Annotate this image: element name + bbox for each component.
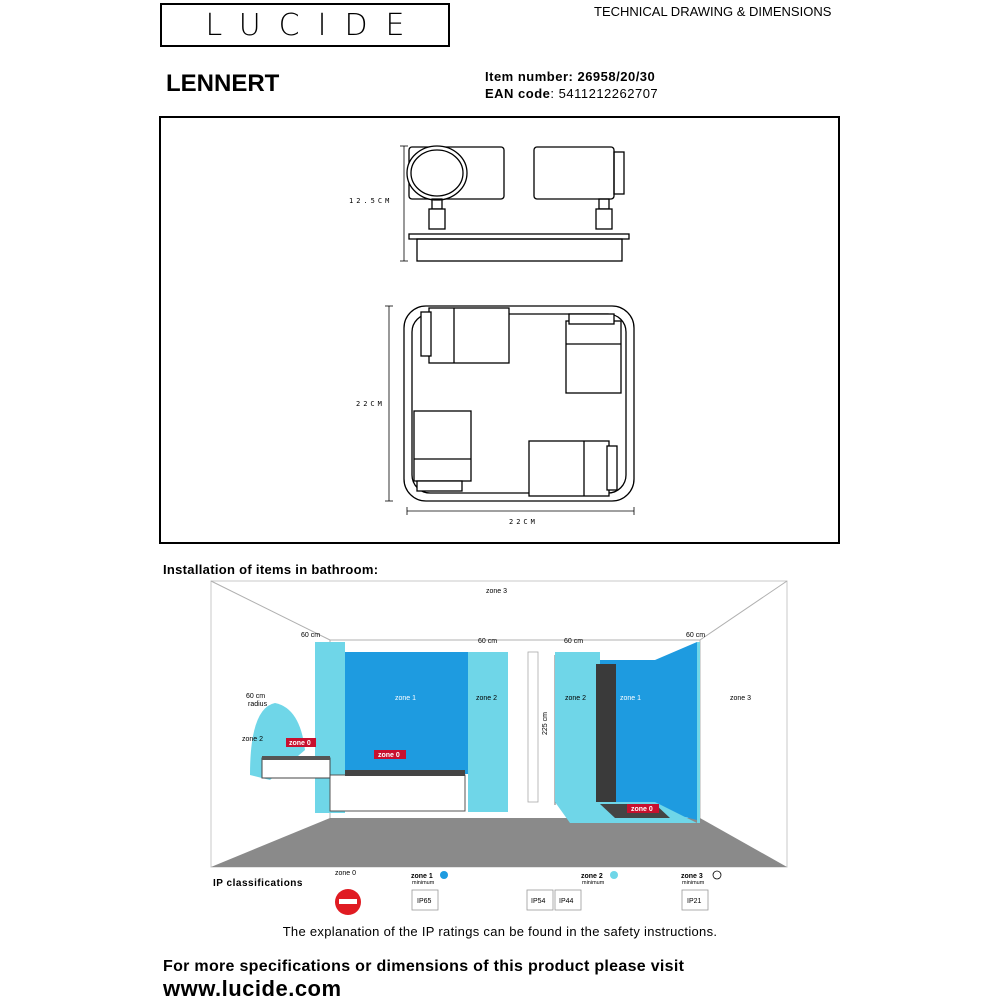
ip-zone3-name: zone 3: [681, 873, 703, 880]
item-number-label: Item number: [485, 69, 569, 84]
item-number-value: 26958/20/30: [577, 69, 656, 84]
zone1-right-label: zone 1: [620, 695, 642, 702]
zone1-color-dot: [440, 871, 448, 879]
ip-zone1-name: zone 1: [411, 873, 433, 880]
distance-60-d: 60 cm: [686, 632, 706, 639]
zone2-color-dot: [610, 871, 618, 879]
ip-zone3-rating: IP21: [687, 898, 702, 905]
item-number-line: Item number: 26958/20/30: [485, 69, 656, 84]
ip-zone3-minimum: minimum: [682, 880, 705, 886]
zone0-bath-tag: zone 0: [378, 752, 400, 759]
zone2-left-area: [468, 652, 508, 812]
website-link[interactable]: www.lucide.com: [163, 976, 342, 1001]
ip-zone1-rating: IP65: [417, 898, 432, 905]
ip-zone2-rating-a: IP54: [531, 898, 546, 905]
ip-classification-legend: [320, 866, 740, 918]
installation-title: Installation of items in bathroom:: [163, 562, 379, 577]
distance-60-c: 60 cm: [564, 638, 584, 645]
ip-explanation-text: The explanation of the IP ratings can be found in the safety instructions.: [282, 924, 718, 939]
top-view: [385, 306, 634, 515]
distance-60-a: 60 cm: [301, 632, 321, 639]
zone1-left-label: zone 1: [395, 695, 417, 702]
zone2-sink-label: zone 2: [242, 736, 264, 743]
zone2-left-label: zone 2: [476, 695, 498, 702]
side-view: [400, 146, 629, 261]
zone3-right-label: zone 3: [730, 695, 752, 702]
width-dimension: 22CM: [509, 518, 538, 526]
zone0-shower-tag: zone 0: [631, 806, 653, 813]
bathroom-zone-diagram: [210, 580, 788, 870]
ip-zone1-minimum: minimum: [412, 880, 435, 886]
radius-distance: 60 cm: [246, 693, 266, 700]
depth-dimension: 22CM: [356, 400, 385, 408]
zone1-left-area: [345, 652, 468, 774]
technical-drawing: [159, 116, 840, 544]
zone0-sink-tag: zone 0: [289, 740, 311, 747]
brand-logo: [160, 3, 450, 47]
document-title: TECHNICAL DRAWING & DIMENSIONS: [594, 4, 832, 19]
distance-60-b: 60 cm: [478, 638, 498, 645]
radius-word: radius: [248, 701, 268, 708]
zone3-top-label: zone 3: [486, 588, 508, 595]
more-info-text: For more specifications or dimensions of this product please visit: [163, 958, 685, 975]
ip-zone0-name: zone 0: [335, 870, 357, 877]
height-225-label: 225 cm: [542, 712, 549, 735]
ip-classifications-title: IP classifications: [213, 878, 303, 889]
ip-zone2-name: zone 2: [581, 873, 603, 880]
ean-line: EAN code: 5411212262707: [485, 86, 659, 101]
ip-zone2-minimum: minimum: [582, 880, 605, 886]
zone3-color-dot: [713, 871, 721, 879]
ip-zone2-rating-b: IP44: [559, 898, 574, 905]
ean-value: 5411212262707: [558, 86, 659, 101]
zone2-right-label: zone 2: [565, 695, 587, 702]
product-name: LENNERT: [166, 70, 280, 97]
height-dimension: 12.5CM: [349, 197, 393, 205]
ean-label: EAN code: [485, 86, 551, 101]
logo-text: LUCIDE: [205, 8, 423, 43]
